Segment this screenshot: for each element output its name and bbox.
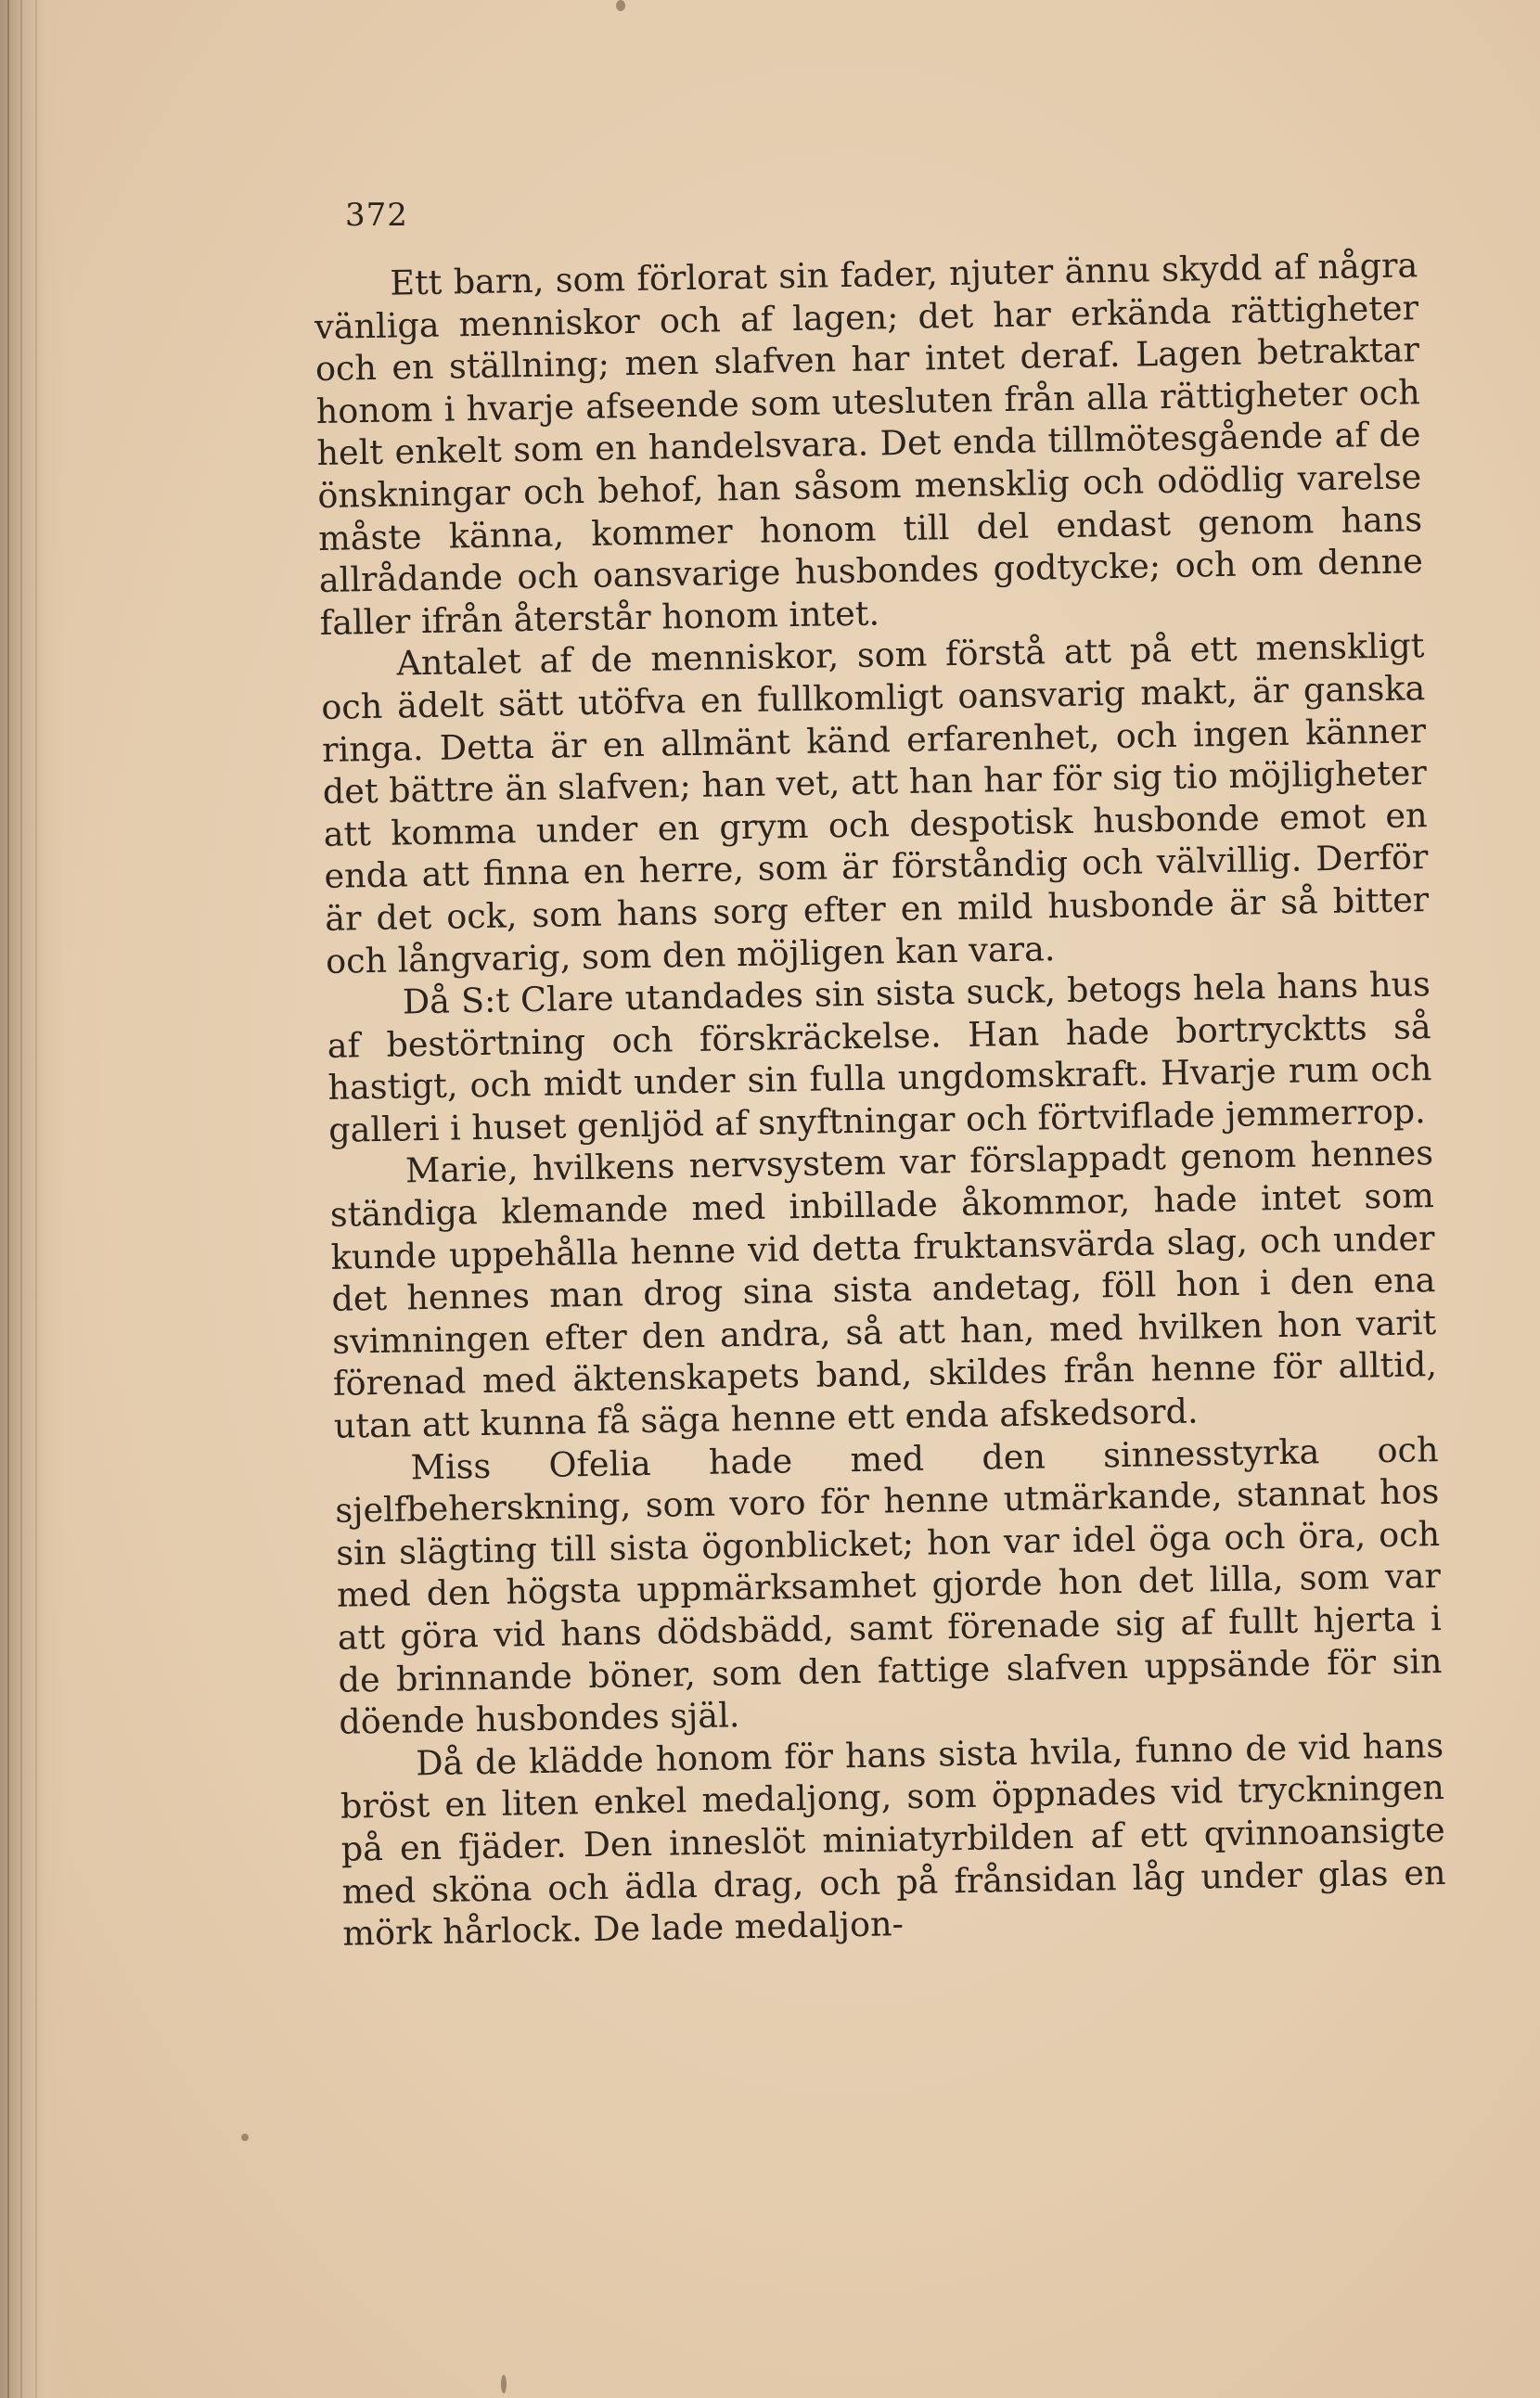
spine-edge-line <box>20 0 22 2398</box>
paper-speck <box>616 0 625 11</box>
paragraph: Då S:t Clare utandades sin sista suck, betogs hela hans hus af bestörtning och förskräckelse. Han hade bortrycktts så hastigt, och midt under sin fulla ungdomskraft. Hvarje rum och galleri i huset genljöd af snyftningar och förtviflade jemmerrop. <box>327 964 1432 1150</box>
paragraph: Antalet af de menniskor, som förstå att på ett menskligt och ädelt sätt utöfva en fullkomligt oansvarig makt, är ganska ringa. Detta är en allmänt känd erfarenhet, och ingen känner det bättre än slafven; han vet, att han har för sig tio möjligheter att komma under en grym och despotisk husbonde emot en enda att finna en herre, som är förståndig och välvillig. Derför är det ock, som hans sorg efter en mild husbonde är så bitter och långvarig, som den möjligen kan vara. <box>320 625 1430 981</box>
body-text <box>314 244 1447 1955</box>
paragraph: Miss Ofelia hade med den sinnesstyrka och sjelfbeherskning, som voro för henne utmärkande, stannat hos sin slägting till sista ögonblicket; hon var idel öga och öra, och med den högsta uppmärksamhet gjorde hon det lilla, som var att göra vid hans dödsbädd, samt förenade sig af fullt hjerta i de brinnande böner, som den fattige slafven uppsände för sin döende husbondes själ. <box>335 1429 1443 1742</box>
spine-edge-line <box>35 0 37 2398</box>
paper-speck <box>501 2375 507 2393</box>
paper-speck <box>241 2134 249 2141</box>
page-number: 372 <box>345 197 408 234</box>
paragraph: Ett barn, som förlorat sin fader, njuter ännu skydd af några vänliga menniskor och af lagen; det har erkända rättigheter och en ställning; men slafven har intet deraf. Lagen betraktar honom i hvarje afseende som utesluten från alla rättigheter och helt enkelt som en handelsvara. Det enda tillmötesgående af de önskningar och behof, han såsom mensklig och odödlig varelse måste känna, kommer honom till del endast genom hans allrådande och oansvarige husbondes godtycke; och om denne faller ifrån återstår honom intet. <box>314 245 1424 643</box>
spine-edge-line <box>7 0 9 2398</box>
page-spine-shadow <box>0 0 65 2398</box>
paragraph: Då de klädde honom för hans sista hvila, funno de vid hans bröst en liten enkel medaljong, som öppnades vid tryckningen på en fjäder. Den inneslöt miniatyrbilden af ett qvinnoansigte med sköna och ädla drag, och på frånsidan låg under glas en mörk hårlock. De lade medaljon- <box>340 1725 1446 1954</box>
paragraph: Marie, hvilkens nervsystem var förslappadt genom hennes ständiga klemande med inbillade åkommor, hade intet som kunde uppehålla henne vid detta fruktansvärda slag, och under det hennes man drog sina sista andetag, föll hon i den ena svimningen efter den andra, så att han, med hvilken hon varit förenad med äktenskapets band, skildes från henne för alltid, utan att kunna få säga henne ett enda afskedsord. <box>329 1133 1438 1446</box>
